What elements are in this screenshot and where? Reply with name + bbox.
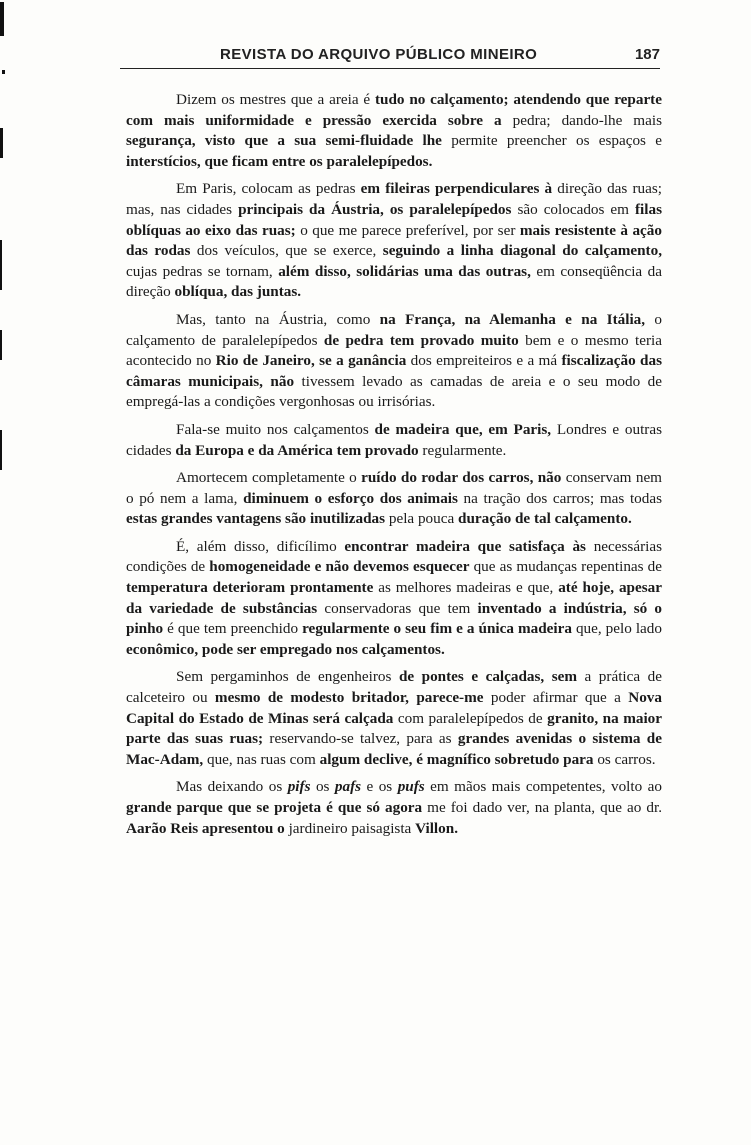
scan-edge-mark: [0, 430, 2, 470]
paragraph-text: pifs: [287, 778, 311, 796]
paragraph-text: Rio de Janeiro, se a ganância: [215, 352, 407, 370]
page-number: 187: [634, 46, 660, 63]
paragraph-text: principais da Áustria, os paralelepípedos: [238, 200, 512, 218]
paragraph-text: até hoje, apesar da variedade de substâncias: [126, 579, 662, 617]
paragraph-text: poder afirmar que a: [483, 689, 629, 707]
paragraph-text: a prática de calceteiro ou: [126, 668, 662, 707]
paragraph-text: que, nas ruas com: [203, 750, 320, 768]
paragraph-text: dos veículos, que se exerce,: [190, 242, 383, 260]
paragraph-text: Aarão Reis apresentou o: [126, 819, 285, 837]
paragraph: [126, 468, 662, 530]
scan-edge-mark: [0, 128, 3, 158]
paragraph-text: mais resistente à ação das rodas: [126, 221, 662, 260]
scan-edge-mark: [0, 2, 4, 36]
paragraph-text: os: [310, 778, 335, 796]
paragraph-text: pufs: [397, 778, 425, 796]
paragraph-text: necessárias condições de: [126, 537, 663, 576]
paragraph: [126, 777, 662, 839]
paragraph-text: é que tem preenchido: [163, 620, 303, 638]
paragraph-text: Nova Capital do Estado de Minas será calçada: [126, 689, 662, 727]
paragraph: [126, 310, 662, 413]
paragraph-text: diminuem o esforço dos animais: [243, 489, 458, 507]
paragraph-text: temperatura deterioram prontamente: [126, 579, 374, 597]
paragraph-text: pafs: [334, 778, 362, 796]
paragraph-text: oblíqua, das juntas.: [174, 283, 302, 301]
paragraph-text: de pedra tem provado muito: [323, 331, 519, 349]
scan-edge-mark: [0, 330, 2, 360]
paragraph-text: Villon.: [415, 819, 458, 837]
paragraph-text: Dizem os mestres que a areia é: [176, 91, 375, 108]
paragraph-text: na França, na Alemanha e na Itália,: [379, 310, 646, 328]
paragraph-text: de madeira que, em Paris,: [374, 420, 552, 438]
paragraph: [126, 537, 662, 661]
page-header: [120, 44, 660, 69]
paragraph-text: Mas, tanto na Áustria, como: [176, 310, 380, 328]
paragraph-text: ruído do rodar dos carros, não: [361, 469, 562, 487]
paragraph-text: Mas deixando os: [176, 778, 288, 796]
paragraph-text: homogeneidade e não devemos esquecer: [209, 558, 470, 576]
paragraph-text: bem e o mesmo teria acontecido no: [126, 331, 662, 370]
paragraph-text: os carros.: [593, 750, 656, 768]
paragraph-text: permite preencher os espaços e: [441, 132, 662, 150]
paragraph-text: filas oblíquas ao eixo das ruas;: [126, 200, 662, 239]
paragraph-text: são colocados em: [511, 200, 635, 218]
paragraph-text: É, além disso, dificílimo: [176, 537, 345, 555]
paragraph-text: me foi dado ver, na planta, que ao dr.: [422, 799, 662, 816]
paragraph: [126, 179, 662, 303]
paragraph-text: tivessem levado as camadas de areia e o seu modo de empregá-las a condições vergonhosas ou irrisórias.: [126, 372, 662, 411]
paragraph-text: interstícios, que ficam entre os paralelepípedos.: [126, 152, 433, 170]
paragraph-text: Em Paris, colocam as pedras: [176, 180, 361, 198]
paragraph-text: Londres e outras cidades: [126, 420, 663, 459]
paragraph-text: Amortecem completamente o: [176, 469, 362, 487]
paragraph-text: reservando-se talvez, para as: [263, 730, 458, 748]
paragraph-text: seguindo a linha diagonal do calçamento,: [382, 242, 662, 260]
article-body: [126, 90, 662, 846]
paragraph-text: segurança, visto que a sua semi-fluidade lhe: [126, 132, 442, 150]
scan-edge-mark: [0, 240, 2, 290]
paragraph-text: inventado a indústria, só o pinho: [126, 599, 662, 638]
paragraph-text: pela pouca: [385, 510, 459, 528]
paragraph-text: direção das ruas; mas, nas cidades: [126, 180, 662, 218]
paragraph-text: da Europa e da América tem provado: [175, 441, 419, 459]
paragraph-text: algum declive, é magnífico sobretudo para: [319, 750, 594, 768]
paragraph-text: dos empreiteiros e a má: [406, 352, 562, 370]
paragraph-text: econômico, pode ser empregado nos calçamentos.: [126, 640, 445, 658]
paragraph: [126, 420, 662, 461]
paragraph-text: regularmente.: [418, 441, 507, 459]
paragraph-text: além disso, solidárias uma das outras,: [278, 262, 531, 280]
paragraph-text: o que me parece preferível, por ser: [295, 221, 520, 239]
paragraph-text: regularmente o seu fim e a única madeira: [302, 620, 572, 638]
paragraph: [126, 90, 662, 172]
paragraph-text: e os: [361, 778, 398, 796]
paragraph-text: Sem pergaminhos de engenheiros: [176, 668, 399, 686]
paragraph-text: fiscalização das câmaras municipais, não: [126, 352, 662, 390]
paragraph-text: na tração dos carros; mas todas: [457, 489, 663, 507]
paragraph-text: que as mudanças repentinas de: [469, 558, 662, 576]
paragraph-text: mesmo de modesto britador, parece-me: [214, 689, 484, 707]
paragraph-text: pedra; dando-lhe mais: [501, 111, 662, 129]
paragraph-text: em fileiras perpendiculares à: [360, 180, 553, 198]
paragraph: [126, 667, 662, 770]
paragraph-text: cujas pedras se tornam,: [126, 262, 279, 280]
paragraph-text: jardineiro paisagista: [284, 819, 416, 837]
paragraph-text: encontrar madeira que satisfaça às: [344, 537, 586, 555]
paragraph-text: tudo no calçamento; atendendo que reparte com mais uniformidade e pressão exercida sobre a: [126, 91, 662, 129]
paragraph-text: com paralelepípedos de: [393, 709, 548, 727]
paragraph-text: grande parque que se projeta é que só agora: [126, 799, 423, 816]
paragraph-text: em conseqüência da direção: [126, 262, 662, 301]
running-title: REVISTA DO ARQUIVO PÚBLICO MINEIRO: [220, 46, 538, 63]
paragraph-text: de pontes e calçadas, sem: [398, 668, 578, 686]
scan-edge-mark: [2, 70, 5, 74]
paragraph-text: estas grandes vantagens são inutilizadas: [126, 510, 386, 528]
paragraph-text: Fala-se muito nos calçamentos: [176, 420, 375, 438]
paragraph-text: em mãos mais competentes, volto ao: [424, 778, 662, 796]
paragraph-text: granito, na maior parte das suas ruas;: [126, 709, 662, 748]
paragraph-text: conservadoras que tem: [317, 599, 478, 617]
paragraph-text: duração de tal calçamento.: [458, 510, 632, 528]
paragraph-text: o calçamento de paralelepípedos: [126, 310, 663, 349]
paragraph-text: grandes avenidas o sistema de Mac-Adam,: [126, 730, 662, 768]
paragraph-text: que, pelo lado: [571, 620, 662, 638]
paragraph-text: conservam nem o pó nem a lama,: [126, 469, 662, 507]
paragraph-text: as melhores madeiras e que,: [373, 579, 559, 597]
